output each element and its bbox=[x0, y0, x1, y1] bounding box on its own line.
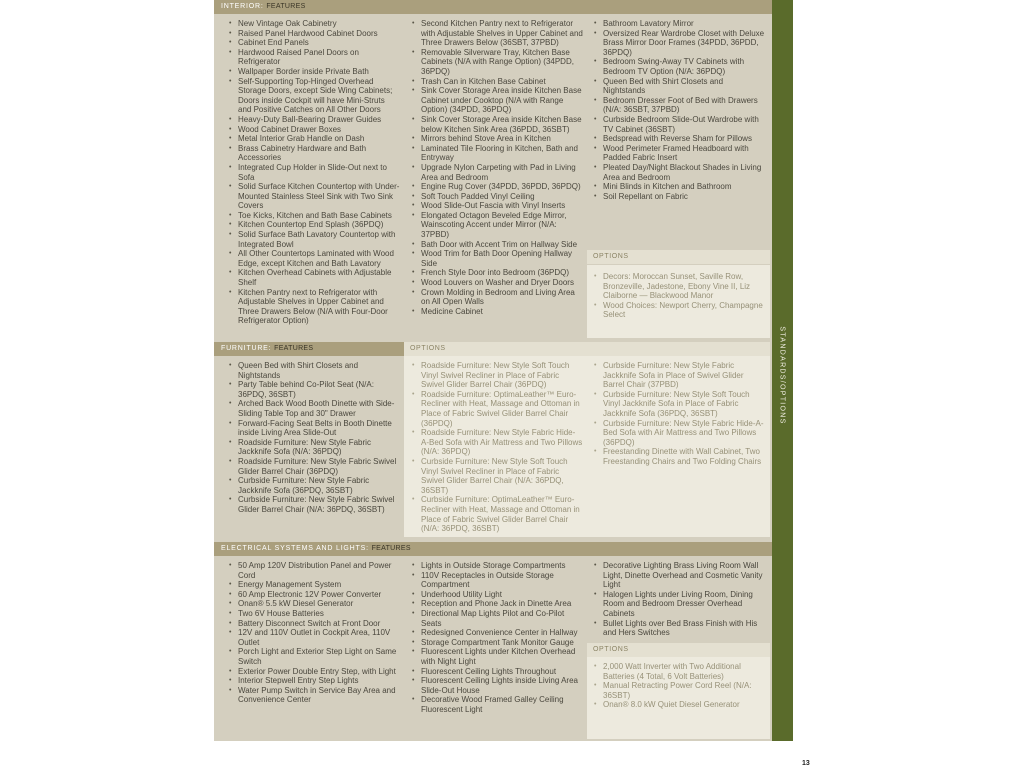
feature-item: • Mirrors behind Stove Area in Kitchen bbox=[412, 134, 583, 144]
furniture-tag: FEATURES bbox=[274, 345, 314, 352]
feature-item: • Reception and Phone Jack in Dinette Area bbox=[412, 599, 583, 609]
feature-item: • Party Table behind Co-Pilot Seat (N/A: 36PDQ, 36SBT) bbox=[229, 380, 400, 399]
furniture-opt-col2 bbox=[594, 361, 765, 467]
feature-item: • Curbside Bedroom Slide-Out Wardrobe with TV Cabinet (36SBT) bbox=[594, 115, 765, 134]
feature-item: • Wood Trim for Bath Door Opening Hallway Side bbox=[412, 249, 583, 268]
feature-item: • Sink Cover Storage Area inside Kitchen Base below Kitchen Sink Area (36PDD, 36SBT) bbox=[412, 115, 583, 134]
furniture-col1 bbox=[229, 361, 400, 515]
feature-item: • Removable Silverware Tray, Kitchen Base Cabinets (N/A with Range Option) (34PDD, 36PDQ) bbox=[412, 48, 583, 77]
feature-item: • Arched Back Wood Booth Dinette with Side-Sliding Table Top and 30" Drawer bbox=[229, 399, 400, 418]
feature-item: • Raised Panel Hardwood Cabinet Doors bbox=[229, 29, 400, 39]
feature-item: • Wood Slide-Out Fascia with Vinyl Inserts bbox=[412, 201, 583, 211]
feature-item: • Exterior Power Double Entry Step, with Light bbox=[229, 667, 400, 677]
feature-item: • Trash Can in Kitchen Base Cabinet bbox=[412, 77, 583, 87]
feature-item: • Toe Kicks, Kitchen and Bath Base Cabinets bbox=[229, 211, 400, 221]
feature-item: • 50 Amp 120V Distribution Panel and Power Cord bbox=[229, 561, 400, 580]
electrical-col3 bbox=[594, 561, 765, 638]
feature-item: • Roadside Furniture: New Style Fabric Jackknife Sofa (N/A: 36PDQ) bbox=[229, 438, 400, 457]
feature-item: • 110V Receptacles in Outside Storage Compartment bbox=[412, 571, 583, 590]
feature-item: • Wood Louvers on Washer and Dryer Doors bbox=[412, 278, 583, 288]
feature-item: • Sink Cover Storage Area inside Kitchen Base Cabinet under Cooktop (N/A with Range Option) (34PDD, 36PDQ) bbox=[412, 86, 583, 115]
feature-item: • Decorative Wood Framed Galley Ceiling Fluorescent Light bbox=[412, 695, 583, 714]
interior-col3 bbox=[594, 19, 765, 201]
furniture-header bbox=[214, 342, 404, 356]
feature-item: • Energy Management System bbox=[229, 580, 400, 590]
feature-item: • French Style Door into Bedroom (36PDQ) bbox=[412, 268, 583, 278]
interior-tag: FEATURES bbox=[266, 3, 306, 10]
feature-item: • Wood Perimeter Framed Headboard with Padded Fabric Insert bbox=[594, 144, 765, 163]
electrical-options-list bbox=[594, 662, 765, 710]
feature-item: • Porch Light and Exterior Step Light on Same Switch bbox=[229, 647, 400, 666]
electrical-title: ELECTRICAL SYSTEMS AND LIGHTS: bbox=[221, 545, 369, 552]
feature-item: • Second Kitchen Pantry next to Refrigerator with Adjustable Shelves in Upper Cabinet and Three Drawers Below (36SBT, 37PBD) bbox=[412, 19, 583, 48]
furniture-options-header: OPTIONS bbox=[404, 342, 770, 356]
electrical-tag: FEATURES bbox=[371, 545, 411, 552]
feature-item: • Wallpaper Border inside Private Bath bbox=[229, 67, 400, 77]
feature-item: • Laminated Tile Flooring in Kitchen, Bath and Entryway bbox=[412, 144, 583, 163]
feature-item: • Bedspread with Reverse Sham for Pillows bbox=[594, 134, 765, 144]
feature-item: • Soil Repellant on Fabric bbox=[594, 192, 765, 202]
option-item: • Roadside Furniture: New Style Fabric Hide-A-Bed Sofa with Air Mattress and Two Pillows (N/A: 36PDQ) bbox=[412, 428, 583, 457]
feature-item: • Kitchen Pantry next to Refrigerator with Adjustable Shelves in Upper Cabinet and Three Drawers Below (N/A with Four-Door Refrigerator Option) bbox=[229, 288, 400, 326]
feature-item: • Fluorescent Ceiling Lights inside Living Area Slide-Out House bbox=[412, 676, 583, 695]
feature-item: • Decorative Lighting Brass Living Room Wall Light, Dinette Overhead and Cosmetic Vanity Light bbox=[594, 561, 765, 590]
option-item: • Roadside Furniture: OptimaLeather™ Euro-Recliner with Heat, Massage and Ottoman in Place of Fabric Swivel Glider Barrel Chair (36PDQ) bbox=[412, 390, 583, 428]
feature-item: • 60 Amp Electronic 12V Power Converter bbox=[229, 590, 400, 600]
option-item: • Wood Choices: Newport Cherry, Champagne Select bbox=[594, 301, 765, 320]
feature-item: • Hardwood Raised Panel Doors on Refrigerator bbox=[229, 48, 400, 67]
feature-item: • Halogen Lights under Living Room, Dining Room and Bedroom Dresser Overhead Cabinets bbox=[594, 590, 765, 619]
option-item: • Curbside Furniture: New Style Soft Touch Vinyl Jackknife Sofa in Place of Fabric Jackknife Sofa (36PDQ, 36SBT) bbox=[594, 390, 765, 419]
feature-item: • Curbside Furniture: New Style Fabric Jackknife Sofa (36PDQ, 36SBT) bbox=[229, 476, 400, 495]
feature-item: • 12V and 110V Outlet in Cockpit Area, 110V Outlet bbox=[229, 628, 400, 647]
interior-title: INTERIOR: bbox=[221, 3, 264, 10]
feature-item: • Bedroom Swing-Away TV Cabinets with Bedroom TV Option (N/A: 36PDQ) bbox=[594, 57, 765, 76]
feature-item: • Mini Blinds in Kitchen and Bathroom bbox=[594, 182, 765, 192]
feature-item: • New Vintage Oak Cabinetry bbox=[229, 19, 400, 29]
feature-item: • Bullet Lights over Bed Brass Finish with His and Hers Switches bbox=[594, 619, 765, 638]
option-item: • Manual Retracting Power Cord Reel (N/A: 36SBT) bbox=[594, 681, 765, 700]
feature-item: • Crown Molding in Bedroom and Living Area on All Open Walls bbox=[412, 288, 583, 307]
option-item: • Onan® 8.0 kW Quiet Diesel Generator bbox=[594, 700, 765, 710]
feature-item: • All Other Countertops Laminated with Wood Edge, except Kitchen and Bath Lavatory bbox=[229, 249, 400, 268]
interior-options-header: OPTIONS bbox=[587, 250, 770, 264]
electrical-header bbox=[214, 542, 772, 556]
interior-col1 bbox=[229, 19, 400, 326]
sidebar-label: STANDARDS/OPTIONS bbox=[779, 325, 787, 425]
feature-item: • Interior Stepwell Entry Step Lights bbox=[229, 676, 400, 686]
feature-item: • Kitchen Countertop End Splash (36PDQ) bbox=[229, 220, 400, 230]
feature-item: • Metal Interior Grab Handle on Dash bbox=[229, 134, 400, 144]
feature-item: • Fluorescent Ceiling Lights Throughout bbox=[412, 667, 583, 677]
feature-item: • Integrated Cup Holder in Slide-Out next to Sofa bbox=[229, 163, 400, 182]
feature-item: • Water Pump Switch in Service Bay Area and Convenience Center bbox=[229, 686, 400, 705]
furniture-opt-col1 bbox=[412, 361, 583, 534]
option-item: • 2,000 Watt Inverter with Two Additional Batteries (4 Total, 6 Volt Batteries) bbox=[594, 662, 765, 681]
feature-item: • Cabinet End Panels bbox=[229, 38, 400, 48]
option-item: • Curbside Furniture: OptimaLeather™ Euro-Recliner with Heat, Massage and Ottoman in Place of Fabric Swivel Glider Barrel Chair (N/A: 36PDQ, 36SBT) bbox=[412, 495, 583, 533]
option-item: • Curbside Furniture: New Style Soft Touch Vinyl Swivel Recliner in Place of Fabric Swivel Glider Barrel Chair (N/A: 36PDQ, 36SBT) bbox=[412, 457, 583, 495]
feature-item: • Battery Disconnect Switch at Front Door bbox=[229, 619, 400, 629]
feature-item: • Directional Map Lights Pilot and Co-Pilot Seats bbox=[412, 609, 583, 628]
electrical-options-header: OPTIONS bbox=[587, 643, 770, 657]
feature-item: • Oversized Rear Wardrobe Closet with Deluxe Brass Mirror Door Frames (34PDD, 36PDD, 36PDQ) bbox=[594, 29, 765, 58]
feature-item: • Self-Supporting Top-Hinged Overhead Storage Doors, except Side Wing Cabinets; Doors inside Cockpit will have Mini-Struts and Positive Catches on All Other Doors bbox=[229, 77, 400, 115]
feature-item: • Underhood Utility Light bbox=[412, 590, 583, 600]
feature-item: • Solid Surface Kitchen Countertop with Under-Mounted Stainless Steel Sink with Two Sink Covers bbox=[229, 182, 400, 211]
feature-item: • Upgrade Nylon Carpeting with Pad in Living Area and Bedroom bbox=[412, 163, 583, 182]
feature-item: • Bathroom Lavatory Mirror bbox=[594, 19, 765, 29]
interior-col2 bbox=[412, 19, 583, 316]
option-item: • Roadside Furniture: New Style Soft Touch Vinyl Swivel Recliner in Place of Fabric Swivel Glider Barrel Chair (36PDQ) bbox=[412, 361, 583, 390]
feature-item: • Queen Bed with Shirt Closets and Nightstands bbox=[594, 77, 765, 96]
feature-item: • Onan® 5.5 kW Diesel Generator bbox=[229, 599, 400, 609]
feature-item: • Forward-Facing Seat Belts in Booth Dinette inside Living Area Slide-Out bbox=[229, 419, 400, 438]
option-item: • Freestanding Dinette with Wall Cabinet, Two Freestanding Chairs and Two Folding Chairs bbox=[594, 447, 765, 466]
feature-item: • Wood Cabinet Drawer Boxes bbox=[229, 125, 400, 135]
feature-item: • Bath Door with Accent Trim on Hallway Side bbox=[412, 240, 583, 250]
electrical-col1 bbox=[229, 561, 400, 705]
interior-header bbox=[214, 0, 772, 14]
feature-item: • Pleated Day/Night Blackout Shades in Living Area and Bedroom bbox=[594, 163, 765, 182]
feature-item: • Storage Compartment Tank Monitor Gauge bbox=[412, 638, 583, 648]
feature-item: • Redesigned Convenience Center in Hallway bbox=[412, 628, 583, 638]
feature-item: • Kitchen Overhead Cabinets with Adjustable Shelf bbox=[229, 268, 400, 287]
feature-item: • Soft Touch Padded Vinyl Ceiling bbox=[412, 192, 583, 202]
feature-item: • Brass Cabinetry Hardware and Bath Accessories bbox=[229, 144, 400, 163]
feature-item: • Elongated Octagon Beveled Edge Mirror, Wainscoting Accent under Mirror (N/A: 37PBD) bbox=[412, 211, 583, 240]
interior-options-list bbox=[594, 272, 765, 320]
feature-item: • Medicine Cabinet bbox=[412, 307, 583, 317]
feature-item: • Roadside Furniture: New Style Fabric Swivel Glider Barrel Chair (36PDQ) bbox=[229, 457, 400, 476]
feature-item: • Solid Surface Bath Lavatory Countertop with Integrated Bowl bbox=[229, 230, 400, 249]
option-item: • Decors: Moroccan Sunset, Saville Row, Bronzeville, Jadestone, Ebony Vine II, Liz Claiborne — Blackwood Manor bbox=[594, 272, 765, 301]
feature-item: • Fluorescent Lights under Kitchen Overhead with Night Light bbox=[412, 647, 583, 666]
electrical-col2 bbox=[412, 561, 583, 715]
feature-item: • Curbside Furniture: New Style Fabric Swivel Glider Barrel Chair (N/A: 36PDQ, 36SBT) bbox=[229, 495, 400, 514]
feature-item: • Lights in Outside Storage Compartments bbox=[412, 561, 583, 571]
feature-item: • Queen Bed with Shirt Closets and Nightstands bbox=[229, 361, 400, 380]
page-number: 13 bbox=[802, 760, 810, 767]
feature-item: • Bedroom Dresser Foot of Bed with Drawers (N/A: 36SBT, 37PBD) bbox=[594, 96, 765, 115]
feature-item: • Two 6V House Batteries bbox=[229, 609, 400, 619]
option-item: • Curbside Furniture: New Style Fabric Jackknife Sofa in Place of Swivel Glider Barrel Chair (37PBD) bbox=[594, 361, 765, 390]
furniture-title: FURNITURE: bbox=[221, 345, 272, 352]
feature-item: • Engine Rug Cover (34PDD, 36PDD, 36PDQ) bbox=[412, 182, 583, 192]
feature-item: • Heavy-Duty Ball-Bearing Drawer Guides bbox=[229, 115, 400, 125]
option-item: • Curbside Furniture: New Style Fabric Hide-A-Bed Sofa with Air Mattress and Two Pillows (36PDQ) bbox=[594, 419, 765, 448]
